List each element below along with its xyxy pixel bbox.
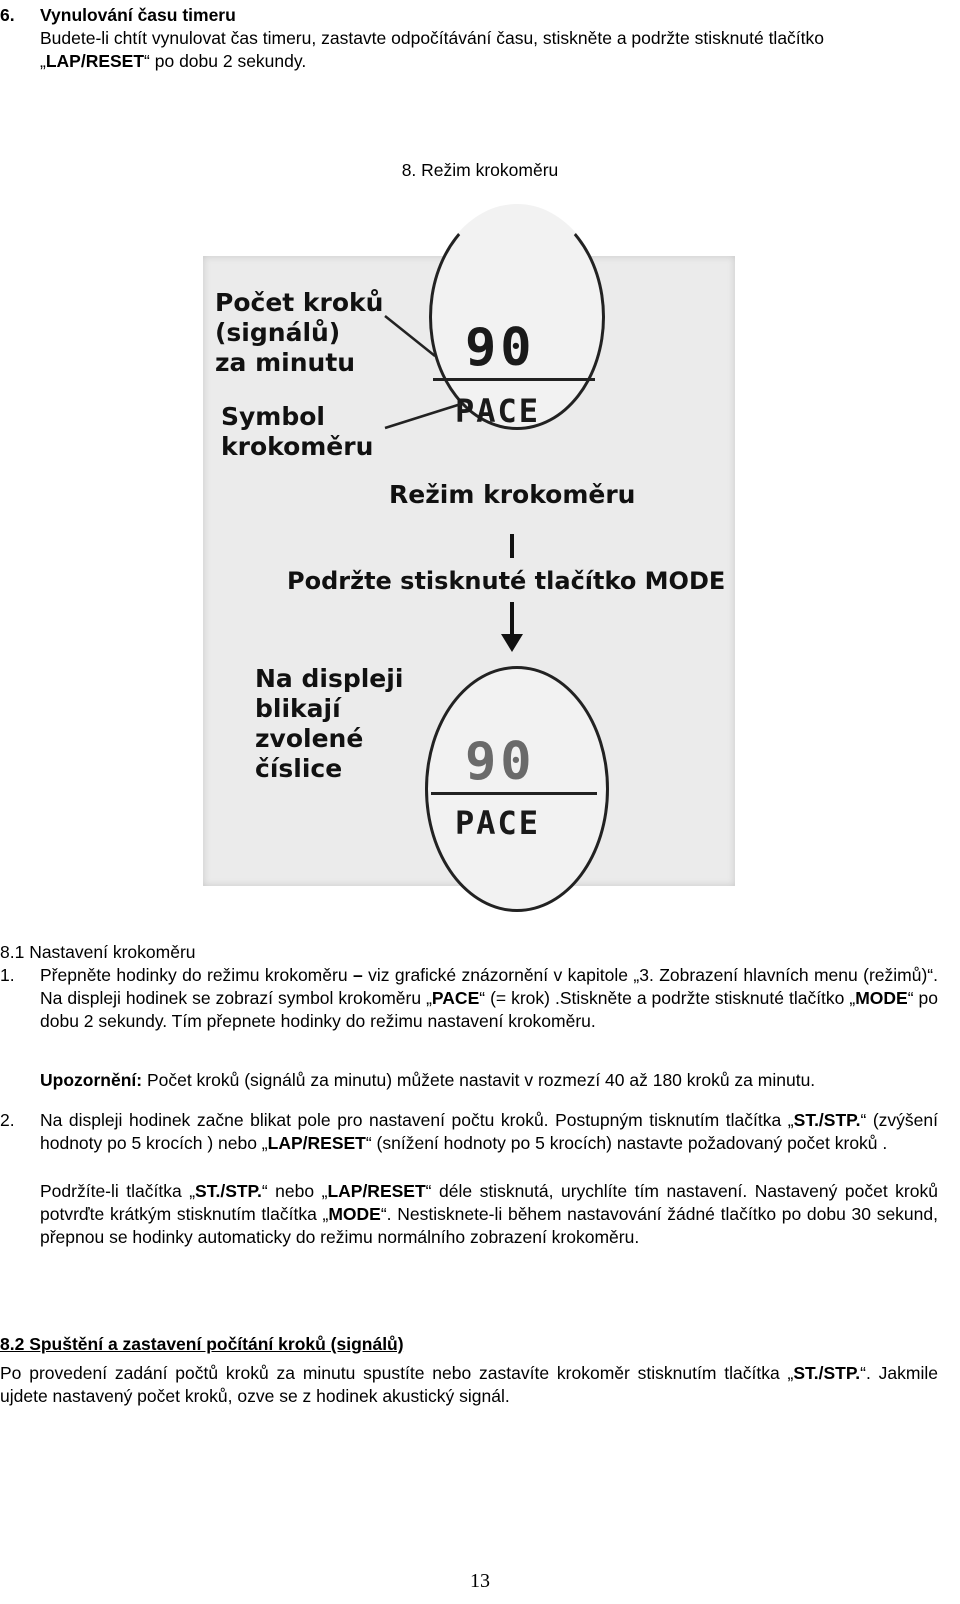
item1-text: Přepněte hodinky do režimu krokoměru – viz grafické znázornění v kapitole „3. Zobrazení hlavních menu (režimů)“. Na displeji hodinek se zobrazí symbol krokoměru „PACE“ (= krok) .Stiskněte a podržte stisknuté tlačítko „MODE“ po dobu 2 sekundy. Tím přepnete hodinky do režimu nastavení krokoměru. [40,965,939,1031]
section-6-title: Vynulování času timeru [40,5,236,25]
display-top-symbol: PACE [455,392,541,430]
section-82-text: Po provedení zadání počtů kroků za minutu spustíte nebo zastavíte krokoměr stisknutím tlačítka „ST./STP.“. Jakmile ujdete nastavený počet kroků, ozve se z hodinek akustický signál. [0,1363,938,1406]
section-6-number: 6. [0,5,15,25]
arrow-down-icon [501,634,523,652]
item1-number: 1. [0,965,15,985]
label-blinking-digits: Na displeji blikají zvolené číslice [255,664,404,783]
label-pedometer-symbol: Symbol krokoměru [221,402,374,461]
display-divider-bottom [431,792,597,795]
page-number: 13 [470,1570,490,1592]
item2-number: 2. [0,1110,15,1130]
pointer-line-count [385,316,435,356]
warning-text: Upozornění: Počet kroků (signálů za minutu) můžete nastavit v rozmezí 40 až 180 kroků za minutu. [40,1070,816,1090]
section-8-heading: 8. Režim krokoměru [401,160,559,180]
item2-text-b: Podržíte-li tlačítka „ST./STP.“ nebo „LAP/RESET“ déle stisknutá, urychlíte tím nastavení. Nastavený počet kroků potvrďte krátkým stisknutím tlačítka „MODE“. Nestisknete-li během nastavování žádné tlačítko po dobu 30 sekund, přepnou se hodinky automaticky do režimu normálního zobrazení krokoměru. [40,1181,938,1247]
section-81-heading: 8.1 Nastavení krokoměru [0,942,196,962]
item2-text-a: Na displeji hodinek začne blikat pole pro nastavení počtu kroků. Postupným tisknutím tlačítka „ST./STP.“ (zvýšení hodnoty po 5 krocích ) nebo „LAP/RESET“ (snížení hodnoty po 5 krocích) nastavte požadovaný počet kroků . [40,1110,938,1153]
label-step-count: Počet kroků (signálů) za minutu [215,288,384,377]
section-82-heading: 8.2 Spuštění a zastavení počítání kroků (signálů) [0,1334,404,1354]
section-6-text-line1: Budete-li chtít vynulovat čas timeru, zastavte odpočítávání času, stiskněte a podržte stisknuté tlačítko [40,28,825,48]
display-top-value: 90 [465,318,536,378]
display-bottom-value-blinking: 90 [465,732,536,792]
section-6-text-line2: „LAP/RESET“ po dobu 2 sekundy. [40,51,307,71]
label-pedometer-mode: Režim krokoměru [389,480,636,509]
pointer-line-symbol [385,404,461,428]
label-hold-mode: Podržte stisknuté tlačítko MODE [287,567,726,595]
pedometer-figure [203,256,735,886]
display-bottom-symbol: PACE [455,804,541,842]
